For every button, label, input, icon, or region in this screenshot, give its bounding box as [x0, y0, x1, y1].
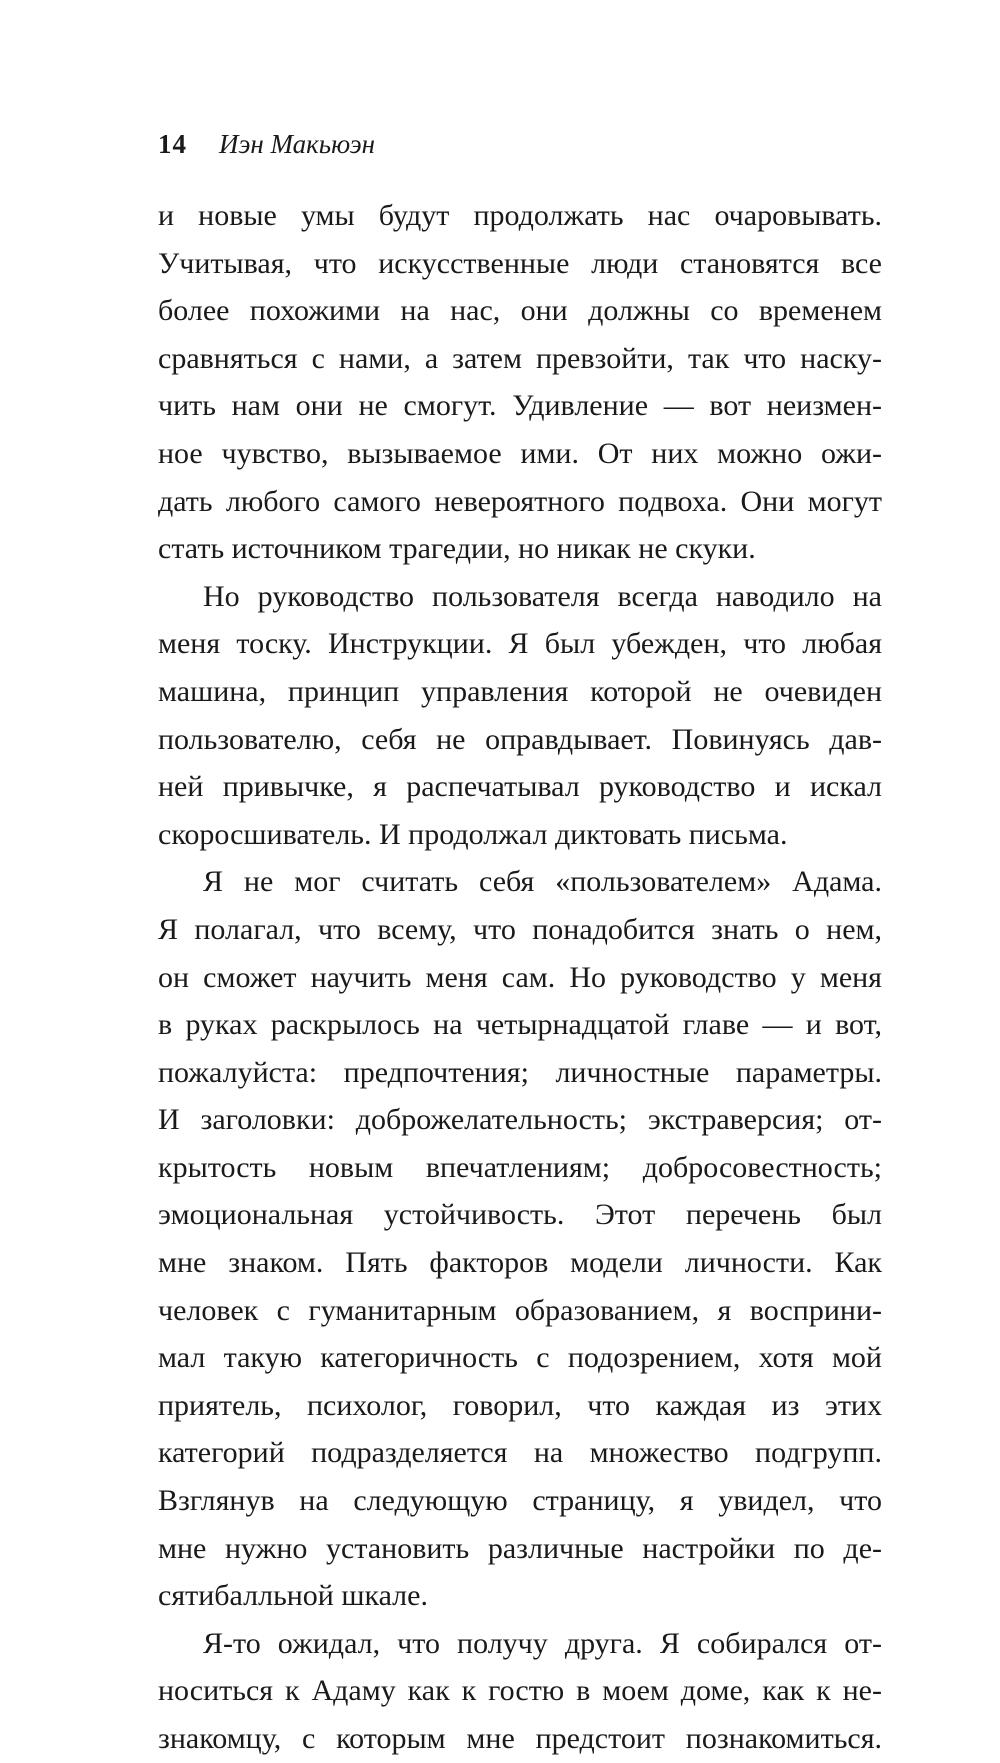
text-line: мне нужно установить различные настройки по де- [158, 1531, 882, 1565]
text-line: человек с гуманитарным образованием, я восприни- [158, 1293, 882, 1327]
text-line: пользователю, себя не оправдывает. Повинуясь дав- [158, 722, 882, 756]
text-line: ней привычке, я распечатывал руководство и искал [158, 770, 882, 804]
text-line: и новые умы будут продолжать нас очаровывать. [158, 199, 882, 232]
paragraph-first-line: Я не мог считать себя «пользователем» Адама. [203, 865, 882, 899]
text-line: мне знаком. Пять факторов модели личности. Как [158, 1246, 882, 1280]
text-line: крытость новым впечатлениям; добросовестность; [158, 1150, 882, 1184]
text-line: скоросшиватель. И продолжал диктовать письма. [158, 817, 788, 851]
text-line: знакомцу, с которым мне предстоит познакомиться. [158, 1722, 882, 1755]
running-head-author: Иэн Макьюэн [219, 129, 376, 159]
text-line: стать источником трагедии, но никак не скуки. [158, 532, 756, 566]
text-line: Я полагал, что всему, что понадобится знать о нем, [158, 912, 882, 946]
text-line: мал такую категоричность с подозрением, хотя мой [158, 1341, 882, 1375]
text-line: сравняться с нами, а затем превзойти, так что наску- [158, 341, 882, 375]
running-head [158, 122, 375, 166]
text-line: машина, принцип управления которой не очевиден [158, 674, 882, 708]
text-line: носиться к Адаму как к гостю в моем доме, как к не- [158, 1674, 882, 1708]
text-line: категорий подразделяется на множество подгрупп. [158, 1436, 882, 1470]
paragraph-first-line: Я-то ожидал, что получу друга. Я собирался от- [203, 1626, 882, 1660]
text-line: пожалуйста: предпочтения; личностные параметры. [158, 1055, 882, 1089]
body-text [158, 192, 882, 1763]
text-line: ное чувство, вызываемое ими. От них можно ожи- [158, 436, 882, 470]
text-line: в руках раскрылось на четырнадцатой главе — и вот, [158, 1008, 882, 1042]
text-line: эмоциональная устойчивость. Этот перечень был [158, 1198, 882, 1232]
text-line: Взглянув на следующую страницу, я увидел, что [158, 1484, 882, 1518]
text-line: меня тоску. Инструкции. Я был убежден, что любая [158, 627, 882, 661]
page-number: 14 [158, 129, 187, 159]
text-line: Учитывая, что искусственные люди становятся все [158, 246, 882, 280]
paragraph-first-line: Но руководство пользователя всегда наводило на [203, 579, 882, 613]
text-line: И заголовки: доброжелательность; экстраверсия; от- [158, 1103, 882, 1137]
text-line: чить нам они не смогут. Удивление — вот неизмен- [158, 389, 882, 423]
text-line: он сможет научить меня сам. Но руководство у меня [158, 960, 882, 994]
text-line: приятель, психолог, говорил, что каждая из этих [158, 1388, 882, 1422]
text-line: дать любого самого невероятного подвоха. Они могут [158, 484, 882, 518]
text-line: сятибалльной шкале. [158, 1579, 428, 1613]
text-line: более похожими на нас, они должны со временем [158, 294, 882, 328]
